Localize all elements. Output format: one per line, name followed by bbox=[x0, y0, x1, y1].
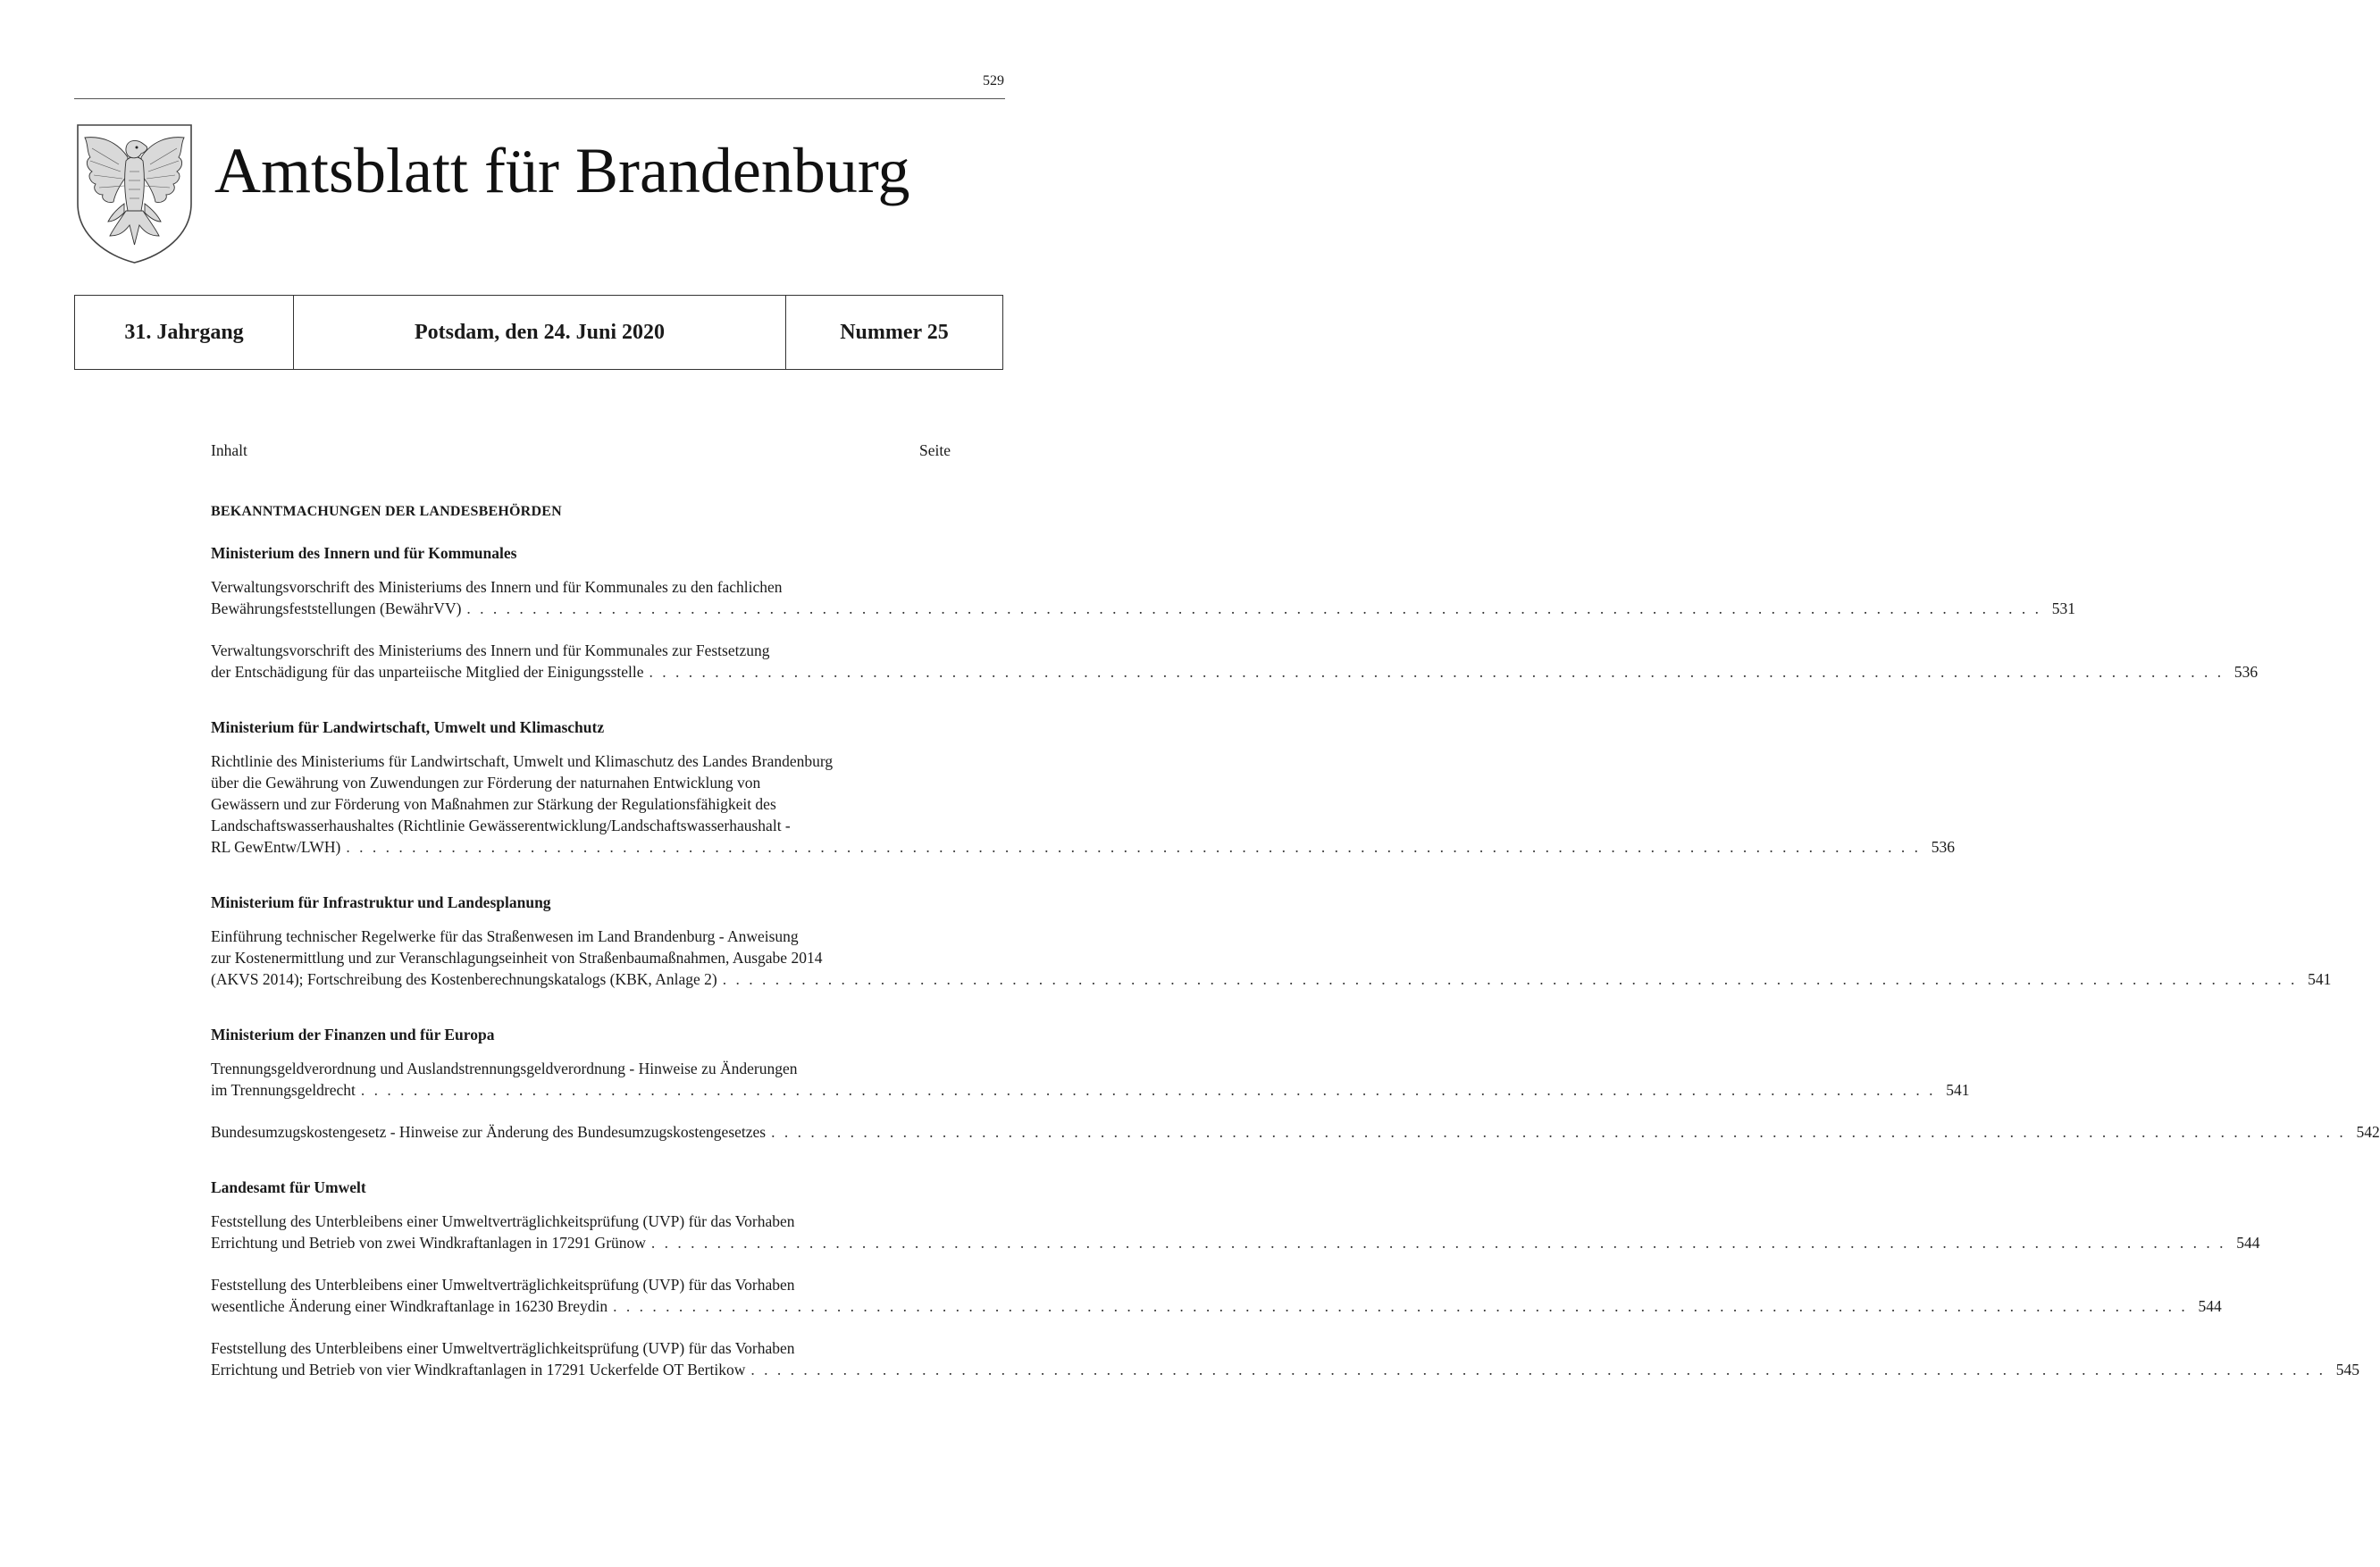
toc-entry-page: 531 bbox=[2051, 599, 2076, 617]
toc-section-heading: Ministerium für Infrastruktur und Landesplanung bbox=[211, 893, 551, 911]
toc-entry-last-line bbox=[211, 836, 1955, 858]
toc-entry-text-line: Landschaftswasserhaushaltes (Richtlinie Gewässerentwicklung/Landschaftswasserhaushalt - bbox=[211, 817, 791, 834]
toc-entry-page: 536 bbox=[1931, 838, 1955, 856]
toc-entry-text-line: Errichtung und Betrieb von vier Windkraftanlagen in 17291 Uckerfelde OT Bertikow bbox=[211, 1361, 746, 1378]
table-of-contents bbox=[211, 440, 2380, 1401]
toc-label-page: Seite bbox=[919, 441, 951, 459]
publication-title: Amtsblatt für Brandenburg bbox=[214, 135, 910, 206]
toc-entry-last-line bbox=[211, 1232, 2260, 1253]
toc-entry bbox=[211, 1337, 2359, 1380]
toc-entry-text-line: Richtlinie des Ministeriums für Landwirtschaft, Umwelt und Klimaschutz des Landes Brandenburg bbox=[211, 752, 834, 770]
dot-leader: . . . . . . . . . . . . . . . . . . . . . . . . . . . . . . . . . . . . . . . . . . . . . . . . . . . . . . . . . . . . . . . . . . . . . . . . . . . . . . . . . . . . . . . . . . . . . . . . . . . . . . . . . . . . . . . . . . . . . . . . bbox=[360, 1081, 1936, 1099]
toc-entry bbox=[211, 1274, 2222, 1317]
dot-leader: . . . . . . . . . . . . . . . . . . . . . . . . . . . . . . . . . . . . . . . . . . . . . . . . . . . . . . . . . . . . . . . . . . . . . . . . . . . . . . . . . . . . . . . . . . . . . . . . . . . . . . . . . . . . . . . . . . . . . . . . bbox=[613, 1297, 2188, 1315]
toc-sections bbox=[211, 542, 2380, 1380]
issue-info-box bbox=[74, 295, 1003, 370]
page-number: 529 bbox=[983, 73, 1004, 88]
toc-header bbox=[211, 440, 951, 461]
dot-leader: . . . . . . . . . . . . . . . . . . . . . . . . . . . . . . . . . . . . . . . . . . . . . . . . . . . . . . . . . . . . . . . . . . . . . . . . . . . . . . . . . . . . . . . . . . . . . . . . . . . . . . . . . . . . . . . . . . . . . . . . bbox=[771, 1123, 2346, 1141]
toc-entry-text-line: Bundesumzugskostengesetz - Hinweise zur Änderung des Bundesumzugskostengesetzes bbox=[211, 1123, 767, 1141]
toc-section-heading: Ministerium des Innern und für Kommunales bbox=[211, 544, 517, 562]
toc-section-entries bbox=[211, 926, 2332, 990]
toc-entry-page: 541 bbox=[2308, 970, 2332, 988]
toc-entry-text-line: Verwaltungsvorschrift des Ministeriums des Innern und für Kommunales zur Festsetzung bbox=[211, 641, 770, 659]
toc-entry bbox=[211, 926, 2332, 990]
toc-entry-text-line: zur Kostenermittlung und zur Veranschlagungseinheit von Straßenbaumaßnahmen, Ausgabe 2014 bbox=[211, 949, 823, 967]
toc-entry-last-line bbox=[211, 661, 2258, 683]
toc-label-contents: Inhalt bbox=[211, 441, 247, 459]
toc-entry-page: 545 bbox=[2335, 1361, 2359, 1378]
toc-entry-page: 541 bbox=[1946, 1081, 1970, 1099]
toc-section-heading: Landesamt für Umwelt bbox=[211, 1178, 366, 1196]
toc-entry-text-line: wesentliche Änderung einer Windkraftanlage in 16230 Breydin bbox=[211, 1297, 608, 1315]
dot-leader: . . . . . . . . . . . . . . . . . . . . . . . . . . . . . . . . . . . . . . . . . . . . . . . . . . . . . . . . . . . . . . . . . . . . . . . . . . . . . . . . . . . . . . . . . . . . . . . . . . . . . . . . . . . . . . . . . . . . . . . . bbox=[649, 663, 2225, 681]
toc-entry-last-line bbox=[211, 968, 2332, 990]
toc-entry-text-line: im Trennungsgeldrecht bbox=[211, 1081, 356, 1099]
toc-entry-page: 544 bbox=[2198, 1297, 2222, 1315]
brandenburg-eagle-coat-of-arms-icon bbox=[74, 122, 195, 264]
toc-entry-text-line: Trennungsgeldverordnung und Auslandstrennungsgeldverordnung - Hinweise zu Änderungen bbox=[211, 1060, 798, 1077]
toc-section-entries bbox=[211, 1058, 2380, 1143]
issue-number: Nummer 25 bbox=[840, 320, 949, 344]
toc-entry bbox=[211, 1211, 2260, 1253]
dot-leader: . . . . . . . . . . . . . . . . . . . . . . . . . . . . . . . . . . . . . . . . . . . . . . . . . . . . . . . . . . . . . . . . . . . . . . . . . . . . . . . . . . . . . . . . . . . . . . . . . . . . . . . . . . . . . . . . . . . . . . . . bbox=[466, 599, 2042, 617]
toc-section-heading: Ministerium für Landwirtschaft, Umwelt und Klimaschutz bbox=[211, 718, 605, 736]
toc-entry-text-line: Feststellung des Unterbleibens einer Umweltverträglichkeitsprüfung (UVP) für das Vorhaben bbox=[211, 1276, 795, 1294]
toc-main-heading: BEKANNTMACHUNGEN DER LANDESBEHÖRDEN bbox=[211, 504, 562, 519]
toc-entry-last-line bbox=[211, 1359, 2359, 1380]
toc-entry-text-line: der Entschädigung für das unparteiische Mitglied der Einigungsstelle bbox=[211, 663, 644, 681]
place-date: Potsdam, den 24. Juni 2020 bbox=[294, 296, 786, 369]
toc-entry bbox=[211, 1058, 1970, 1101]
toc-entry-last-line bbox=[211, 1295, 2222, 1317]
toc-entry-page: 544 bbox=[2236, 1234, 2260, 1252]
toc-entry-text-line: über die Gewährung von Zuwendungen zur Förderung der naturnahen Entwicklung von bbox=[211, 774, 761, 792]
toc-section-entries bbox=[211, 750, 1955, 858]
toc-entry-text-line: Feststellung des Unterbleibens einer Umweltverträglichkeitsprüfung (UVP) für das Vorhaben bbox=[211, 1212, 795, 1230]
toc-entry bbox=[211, 640, 2258, 683]
toc-entry-last-line bbox=[211, 1079, 1970, 1101]
toc-entry-text-line: Gewässern und zur Förderung von Maßnahmen zur Stärkung der Regulationsfähigkeit des bbox=[211, 795, 776, 813]
toc-entry-text-line: Feststellung des Unterbleibens einer Umweltverträglichkeitsprüfung (UVP) für das Vorhaben bbox=[211, 1339, 795, 1357]
toc-entry-text-line: Bewährungsfeststellungen (BewährVV) bbox=[211, 599, 462, 617]
toc-entry bbox=[211, 750, 1955, 858]
toc-entry bbox=[211, 1121, 2380, 1143]
toc-entry-text-line: RL GewEntw/LWH) bbox=[211, 838, 341, 856]
toc-section-entries bbox=[211, 1211, 2359, 1380]
dot-leader: . . . . . . . . . . . . . . . . . . . . . . . . . . . . . . . . . . . . . . . . . . . . . . . . . . . . . . . . . . . . . . . . . . . . . . . . . . . . . . . . . . . . . . . . . . . . . . . . . . . . . . . . . . . . . . . . . . . . . . . . bbox=[750, 1361, 2326, 1378]
toc-entry-last-line bbox=[211, 598, 2076, 619]
toc-entry-text-line: Verwaltungsvorschrift des Ministeriums des Innern und für Kommunales zu den fachlichen bbox=[211, 578, 783, 596]
toc-entry-text-line: (AKVS 2014); Fortschreibung des Kostenberechnungskatalogs (KBK, Anlage 2) bbox=[211, 970, 717, 988]
toc-entry-page: 536 bbox=[2233, 663, 2258, 681]
toc-entry-text-line: Errichtung und Betrieb von zwei Windkraftanlagen in 17291 Grünow bbox=[211, 1234, 646, 1252]
dot-leader: . . . . . . . . . . . . . . . . . . . . . . . . . . . . . . . . . . . . . . . . . . . . . . . . . . . . . . . . . . . . . . . . . . . . . . . . . . . . . . . . . . . . . . . . . . . . . . . . . . . . . . . . . . . . . . . . . . . . . . . . bbox=[650, 1234, 2226, 1252]
header-rule bbox=[74, 98, 1005, 99]
dot-leader: . . . . . . . . . . . . . . . . . . . . . . . . . . . . . . . . . . . . . . . . . . . . . . . . . . . . . . . . . . . . . . . . . . . . . . . . . . . . . . . . . . . . . . . . . . . . . . . . . . . . . . . . . . . . . . . . . . . . . . . . bbox=[346, 838, 1921, 856]
toc-entry-last-line bbox=[211, 1121, 2380, 1143]
volume: 31. Jahrgang bbox=[75, 296, 294, 369]
toc-entry bbox=[211, 576, 2076, 619]
dot-leader: . . . . . . . . . . . . . . . . . . . . . . . . . . . . . . . . . . . . . . . . . . . . . . . . . . . . . . . . . . . . . . . . . . . . . . . . . . . . . . . . . . . . . . . . . . . . . . . . . . . . . . . . . . . . . . . . . . . . . . . . bbox=[722, 970, 2298, 988]
toc-section-entries bbox=[211, 576, 2258, 683]
toc-entry-page: 542 bbox=[2356, 1123, 2380, 1141]
toc-entry-text-line: Einführung technischer Regelwerke für das Straßenwesen im Land Brandenburg - Anweisung bbox=[211, 927, 799, 945]
toc-section-heading: Ministerium der Finanzen und für Europa bbox=[211, 1026, 495, 1043]
